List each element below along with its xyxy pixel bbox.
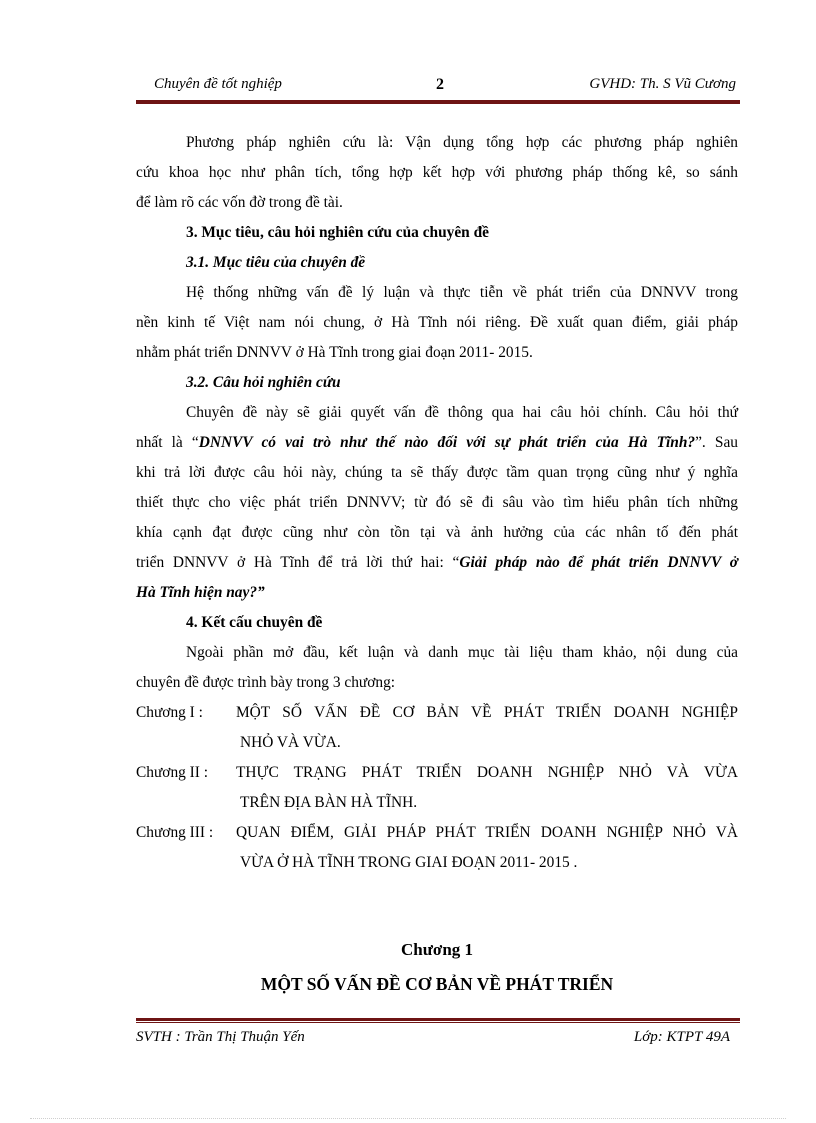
p3-line: Chuyên đề này sẽ giải quyết vấn đề thông qua hai câu hỏi chính. Câu hỏi thứ bbox=[186, 404, 738, 421]
footer-right: Lớp: KTPT 49A bbox=[633, 1029, 730, 1045]
p3-line: nhất là “DNNVV có vai trò như thế nào đối với sự phát triển của Hà Tĩnh?”. Sau bbox=[136, 434, 738, 451]
p3-line: Hà Tĩnh hiện nay?” bbox=[136, 584, 265, 601]
chapter-list-item: Chương III : QUAN ĐIỂM, GIẢI PHÁP PHÁT TRIỂN DOANH NGHIỆP NHỎ VÀ bbox=[136, 824, 738, 841]
chapter-number: Chương 1 bbox=[400, 940, 474, 959]
page-edge-divider bbox=[30, 1118, 786, 1119]
header-left: Chuyên đề tốt nghiệp bbox=[154, 76, 282, 92]
p2-line: nhằm phát triển DNNVV ở Hà Tĩnh trong giai đoạn 2011- 2015. bbox=[136, 344, 533, 361]
footer-left: SVTH : Trần Thị Thuận Yến bbox=[136, 1029, 305, 1045]
p2-line: Hệ thống những vấn đề lý luận và thực tiễn về phát triển của DNNVV trong bbox=[186, 284, 738, 301]
chapter-title: MỘT SỐ VẤN ĐỀ CƠ BẢN VỀ PHÁT TRIỂN bbox=[260, 974, 614, 994]
p3-line: khía cạnh đạt được cũng như còn tồn tại và ảnh hưởng của các nhân tố đến phát bbox=[136, 524, 738, 541]
p3-line: thiết thực cho việc phát triển DNNVV; từ đó sẽ đi sâu vào tìm hiểu phân tích những bbox=[136, 494, 738, 511]
header-rule bbox=[136, 99, 740, 104]
chapter-list-item-cont: TRÊN ĐỊA BÀN HÀ TĨNH. bbox=[240, 794, 418, 811]
page-header bbox=[136, 76, 740, 98]
body-text bbox=[136, 128, 738, 878]
section-3-2-heading: 3.2. Câu hỏi nghiên cứu bbox=[186, 374, 341, 391]
p1-line: Phương pháp nghiên cứu là: Vận dụng tổng hợp các phương pháp nghiên bbox=[186, 134, 738, 151]
chapter-list-item-cont: NHỎ VÀ VỪA. bbox=[240, 734, 341, 751]
p4-line: chuyên đề được trình bày trong 3 chương: bbox=[136, 674, 396, 691]
header-right: GVHD: Th. S Vũ Cương bbox=[589, 76, 736, 92]
question-one: DNNVV có vai trò như thế nào đối với sự phát triển của Hà Tĩnh? bbox=[198, 434, 696, 451]
p3-line: triển DNNVV ở Hà Tĩnh để trả lời thứ hai: “Giải pháp nào để phát triển DNNVV ở bbox=[136, 554, 738, 571]
question-two: Giải pháp nào để phát triển DNNVV ở bbox=[459, 554, 738, 571]
section-4-heading: 4. Kết cấu chuyên đề bbox=[186, 614, 323, 631]
chapter-list-item-cont: VỪA Ở HÀ TĨNH TRONG GIAI ĐOẠN 2011- 2015 . bbox=[240, 854, 578, 871]
p1-line: để làm rõ các vốn đờ trong đề tài. bbox=[136, 194, 343, 211]
p2-line: nền kinh tế Việt nam nói chung, ở Hà Tĩnh nói riêng. Đề xuất quan điểm, giải pháp bbox=[136, 314, 738, 331]
chapter-list-item: Chương II : THỰC TRẠNG PHÁT TRIỂN DOANH NGHIỆP NHỎ VÀ VỪA bbox=[136, 764, 738, 781]
section-3-1-heading: 3.1. Mục tiêu của chuyên đề bbox=[186, 254, 366, 271]
p4-line: Ngoài phần mở đầu, kết luận và danh mục tài liệu tham khảo, nội dung của bbox=[186, 644, 738, 661]
chapter-list-item: Chương I : MỘT SỐ VẤN ĐỀ CƠ BẢN VỀ PHÁT TRIỂN DOANH NGHIỆP bbox=[136, 704, 738, 721]
p3-line: khi trả lời được câu hỏi này, chúng ta sẽ thấy được tầm quan trọng cũng như ý nghĩa bbox=[136, 464, 738, 481]
section-3-heading: 3. Mục tiêu, câu hỏi nghiên cứu của chuyên đề bbox=[186, 224, 489, 241]
page-number: 2 bbox=[436, 76, 444, 93]
p1-line: cứu khoa học như phân tích, tổng hợp kết hợp với phương pháp thống kê, so sánh bbox=[136, 164, 738, 181]
footer-rule bbox=[136, 1018, 740, 1023]
